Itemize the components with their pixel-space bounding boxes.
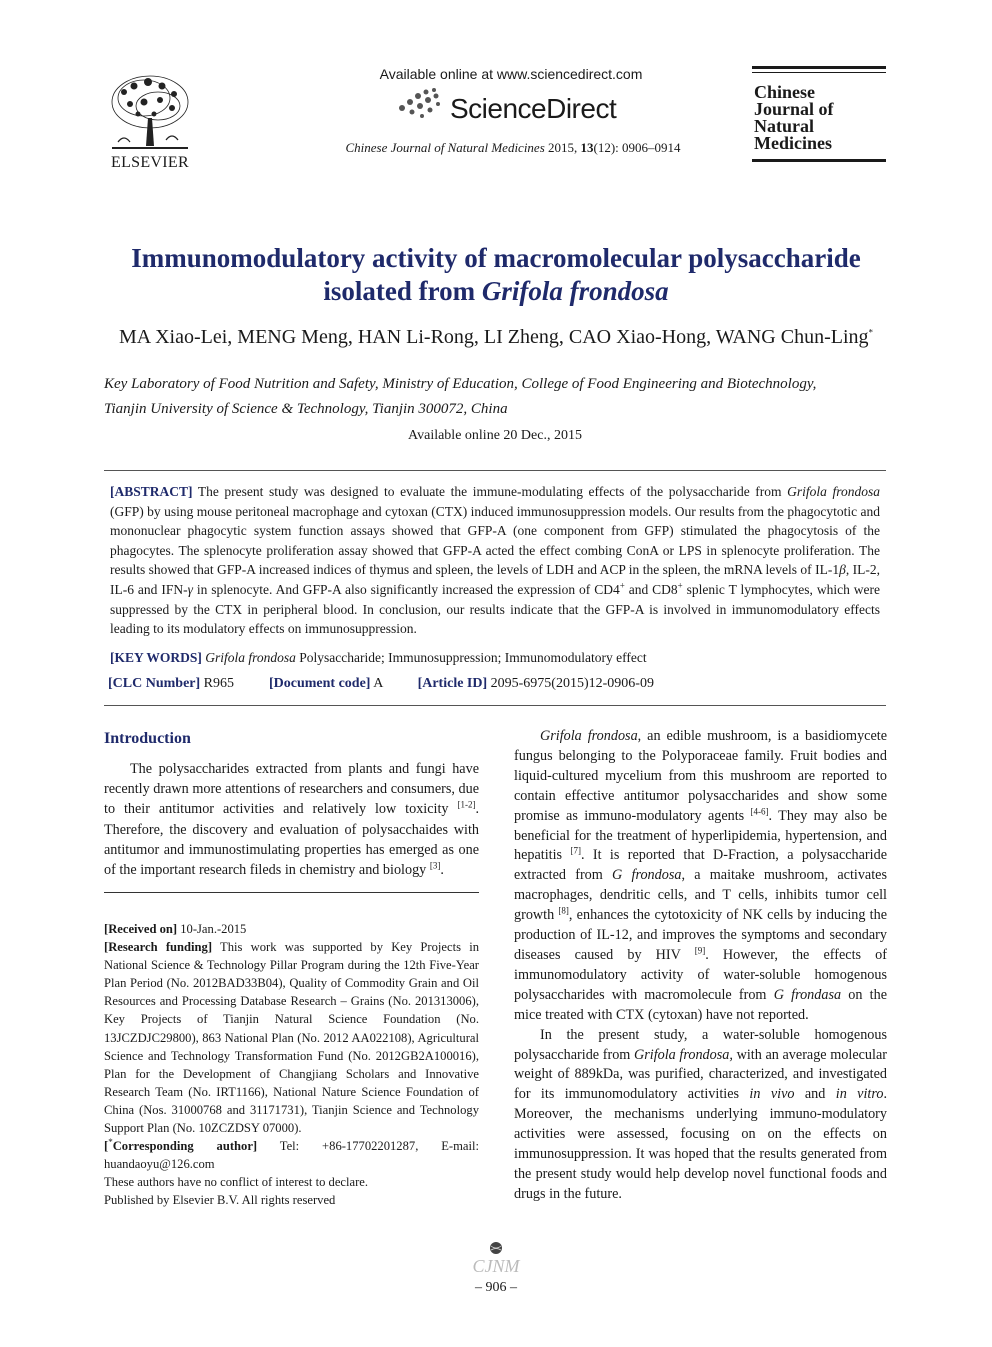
title-line-2: [70, 275, 922, 308]
journal-box-line-2: Journal of: [754, 99, 834, 119]
abstract-text: The present study was designed to evaluate the immune-modulating effects of the polysaccharide from: [192, 484, 788, 499]
article-codes: [108, 676, 888, 692]
text-run: . Therefore, the discovery and evaluation of polysacchaides with antitumor and immunostimulating properties has emerged as one of the important research fileds in chemistry and biology: [104, 801, 479, 879]
title-line-1: Immunomodulatory activity of macromolecular polysaccharide: [131, 243, 861, 273]
text-run: , enhances the cytotoxicity of NK cells by inducing the production of IL-12, and improves the symptoms and secondary diseases caused by HIV: [514, 907, 887, 963]
publisher-name: ELSEVIER: [111, 154, 189, 171]
abstract-greek: β: [839, 562, 846, 578]
authors-text: MA Xiao-Lei, MENG Meng, HAN Li-Rong, LI Zheng, CAO Xiao-Hong, WANG Chun-Ling: [118, 326, 869, 348]
citation-ref: [8]: [558, 905, 569, 916]
latin-term: in vivo: [749, 1086, 795, 1103]
affiliation-line-2: Tianjin University of Science & Technology, Tianjin 300072, China: [104, 401, 508, 417]
text-run: .: [440, 862, 444, 879]
funding-label: [Research funding]: [104, 940, 213, 955]
abstract-label: [ABSTRACT]: [110, 484, 193, 499]
keywords-species: Grifola frondosa: [205, 650, 296, 665]
keywords-list: Polysaccharide; Immunosuppression; Immunomodulatory effect: [295, 650, 647, 665]
doc-code-label: [Document code]: [269, 676, 371, 691]
available-date: Available online 20 Dec., 2015: [408, 428, 582, 443]
abstract-superscript: +: [677, 580, 683, 591]
text-run: In the present study, a water-soluble homogenous polysaccharide from: [514, 1026, 887, 1063]
paragraph: [514, 1026, 887, 1205]
latin-term: in vitro: [835, 1086, 884, 1103]
header-divider: [104, 470, 886, 471]
funding-note: [104, 938, 479, 1137]
journal-title-box: [752, 66, 886, 162]
journal-box-line-1: Chinese: [754, 82, 816, 102]
text-run: . Moreover, the mechanisms underlying immuno-modulatory activities were assessed, focusing on on the effects on immunosuppression. It was hoped that the results generated from the present study would help develop novel functional foods and drugs in the future.: [514, 1086, 887, 1202]
article-id-value: 2095-6975(2015)12-0906-09: [487, 676, 654, 691]
article-notes: [104, 920, 479, 1210]
journal-box-line-3: Natural: [754, 116, 814, 136]
corr-star: *: [108, 1136, 113, 1147]
keywords: [110, 650, 880, 666]
citation-ref: [3]: [429, 860, 441, 871]
abstract-text: in splenocyte. And GFP-A also significantly increased the expression of CD4: [192, 581, 620, 597]
species-name: G frondasa: [773, 986, 842, 1003]
article-id-label: [Article ID]: [417, 676, 488, 691]
journal-box-text: [754, 84, 834, 152]
text-run: and: [794, 1086, 836, 1103]
text-run: The polysaccharides extracted from plants and fungi have recently drawn more attentions of researchers and consumers, due to their antitumor activities and relatively low toxicity: [104, 761, 479, 818]
doc-code-value: A: [370, 676, 383, 691]
species-name: G frondosa: [612, 867, 682, 884]
journal-box-line-4: Medicines: [754, 133, 832, 153]
abstract-superscript: +: [619, 580, 625, 591]
journal-citation: [300, 140, 726, 156]
abstract-species: Grifola frondosa: [787, 484, 880, 499]
text-run: . It is reported that D-Fraction, a polysaccharide extracted from: [514, 847, 887, 884]
keywords-label: [KEY WORDS]: [110, 650, 202, 665]
title-species: Grifola frondosa: [481, 276, 669, 306]
corresponding-note: [104, 1137, 479, 1173]
species-name: Grifola frondosa: [540, 728, 638, 744]
affiliation: [104, 372, 886, 422]
title-line-2-plain: isolated from: [323, 276, 482, 306]
paragraph: [514, 727, 887, 1026]
received-label: [Received on]: [104, 922, 178, 936]
received-value: 10-Jan.-2015: [177, 922, 247, 936]
citation-ref: [9]: [694, 945, 706, 956]
journal-name: Chinese Journal of Natural Medicines: [345, 140, 545, 155]
journal-issue-pages: (12): 0906–0914: [593, 140, 681, 155]
cjnm-footer-logo: [456, 1240, 536, 1280]
publisher-note: Published by Elsevier B.V. All rights reserved: [104, 1193, 336, 1208]
received-note: [104, 920, 479, 938]
conflict-note: These authors have no conflict of interest to declare.: [104, 1175, 369, 1190]
available-online-notice: Available online at www.sciencedirect.com: [379, 66, 643, 82]
citation-ref: [4-6]: [750, 805, 769, 816]
text-run: , an edible mushroom, is a basidiomycete fungus belonging to the Polyporaceae family. Fruit bodies and liquid-cultured mycelium from this mushroom are reported to contain effective antitumor polysaccharides and show some promise as immuno-modulatory agents: [514, 728, 887, 824]
journal-volume: 13: [580, 140, 594, 155]
text-run: , a maitake mushroom, activates macrophages, dendritic cells, and T cells, inhibits tumor cell growth: [514, 867, 887, 924]
clc-value: R965: [200, 676, 234, 691]
text-run: . However, the effects of immunomodulatory activity of water-soluble homogenous polysaccharides with macromolecule from: [514, 946, 887, 1003]
abstract-text: (GFP) by using mouse peritoneal macrophage and cytoxan (CTX) induced immunosuppression models. Our results from the phagocytotic and mononuclear phagocytic system function assays showed that GFP-A (one component from GFP) stimulated the phagocytosis of the phagocytes. The splenocyte proliferation assay showed that GFP-A acted the effect combing ConA or LPS in splenocyte proliferation. The results showed that GFP-A increased indices of thymus and spleen, the levels of LDH and ACP in the spleen, the mRNA levels of IL-1: [110, 503, 880, 578]
page-number: – 906 –: [475, 1280, 517, 1295]
abstract-greek: γ: [187, 581, 193, 597]
affiliation-line-1: Key Laboratory of Food Nutrition and Safety, Ministry of Education, College of Food Engineering and Biotechnology,: [104, 376, 817, 392]
corr-value: Tel: +86-17702201287, E-mail: huandaoyu@126.com: [104, 1139, 479, 1172]
abstract: [110, 482, 880, 639]
introduction-text-right: [514, 727, 887, 1205]
corr-label: Corresponding author]: [112, 1139, 258, 1154]
abstract-divider: [104, 705, 886, 706]
text-run: . They may also be beneficial for the treatment of hyperlipidemia, hypertension, and hepatitis: [514, 807, 887, 864]
text-run: on the mice treated with CTX (cytoxan) have not reported.: [514, 986, 888, 1023]
author-list: [70, 326, 922, 349]
sciencedirect-wordmark: ScienceDirect: [450, 93, 617, 124]
funding-value: This work was supported by Key Projects in National Science & Technology Pillar Program during the 12th Five-Year Plan Period (No. 2012BAD33B04), Quality of Commodity Grain and Oil Resources and Processing Database Research – Grains (No. 201313006), Key Projects of Tianjin Natural Science Foundation (No. 13JCZDJC29800), 863 National Plan (No. 2012 AA022108), Agricultural Science and Technology Transformation Fund (No. 2012GB2A100016), Plan for the Development of Changjiang Scholars and Innovative Research Team (No. IRT1166), National Nature Science Foundation of China (Nos. 31000768 and 31171731), Tianjin Science and Technology Support Plan (No. 10ZCZDSY 07000).: [104, 940, 479, 1136]
text-run: with an average molecular weight of 889kDa, was purified, characterized, and investigated for its immunomodulatory activities: [514, 1046, 887, 1103]
citation-ref: [1-2]: [457, 799, 476, 810]
cjnm-footer-text: CJNM: [472, 1256, 520, 1276]
citation-ref: [7]: [570, 845, 581, 856]
corresponding-mark: *: [868, 327, 874, 338]
section-heading-introduction: Introduction: [104, 730, 191, 747]
introduction-text: [104, 759, 479, 880]
abstract-text: and CD8: [624, 581, 678, 597]
abstract-text: splenic T lymphocytes, which were suppressed by the CTX in peripheral blood. In conclusion, our results indicate that the GFP-A is involved in immunomodulatory effects leading to its modulatory effects on immunosuppression.: [110, 581, 880, 637]
footnote-divider: [104, 892, 479, 893]
journal-year: 2015,: [548, 140, 578, 155]
article-title: [70, 242, 922, 308]
corr-bracket: [: [104, 1139, 109, 1154]
abstract-text: , IL-2, IL-6 and IFN-: [110, 562, 880, 597]
paragraph: [104, 759, 479, 880]
species-name: Grifola frondosa,: [633, 1046, 733, 1063]
clc-label: [CLC Number]: [108, 676, 201, 691]
